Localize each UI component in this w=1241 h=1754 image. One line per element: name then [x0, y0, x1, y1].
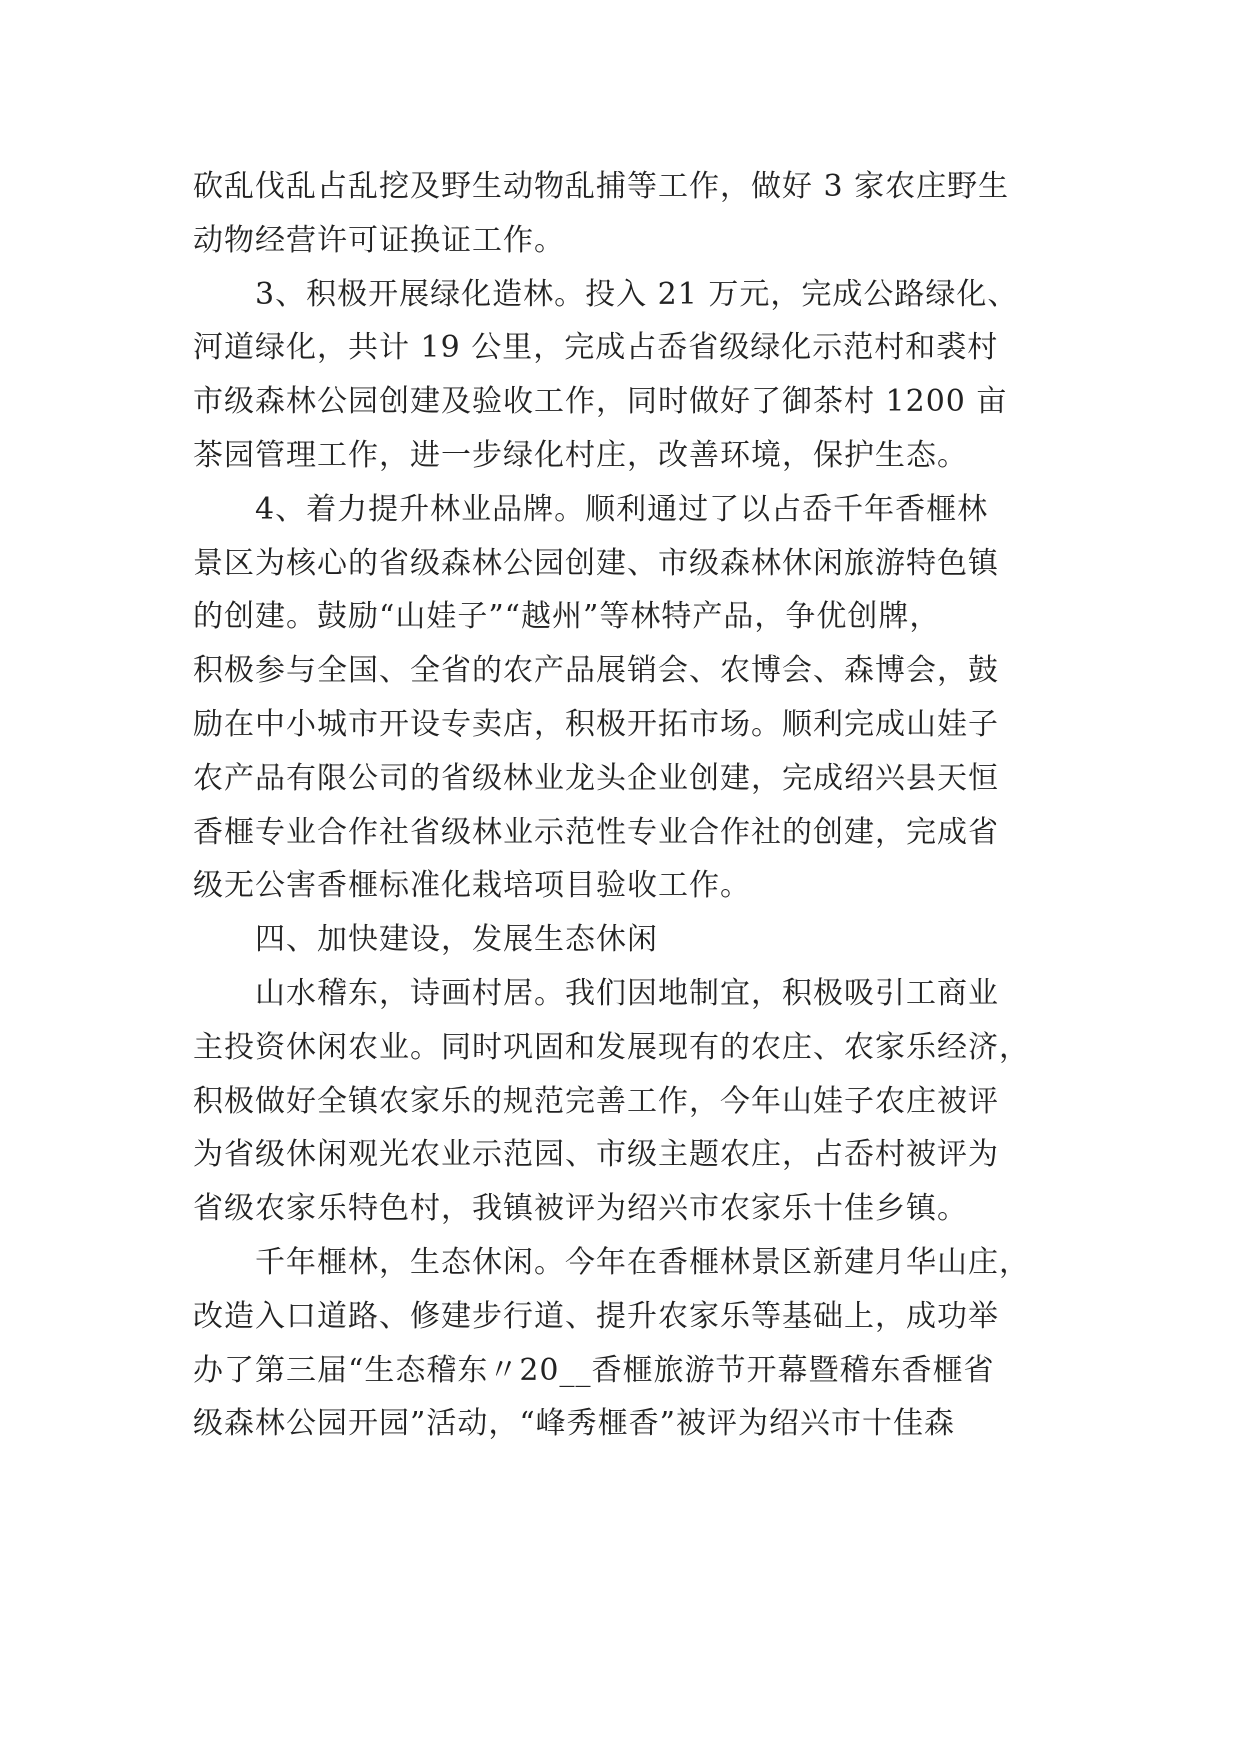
text-line-20: 省级农家乐特色村，我镇被评为绍兴市农家乐十佳乡镇。 [193, 1191, 968, 1227]
text-line-8: 景区为核心的省级森林公园创建、市级森林休闲旅游特色镇 [193, 545, 999, 581]
text-line-2: 动物经营许可证换证工作。 [193, 222, 565, 258]
text-line-3: 3、积极开展绿化造林。投入 21 万元，完成公路绿化、 [193, 276, 1019, 312]
text-line-24: 级森林公园开园”活动，“峰秀榧香”被评为绍兴市十佳森 [193, 1406, 956, 1442]
text-line-9: 的创建。鼓励“山娃子”“越州”等林特产品，争优创牌， [193, 599, 941, 635]
section-heading: 四、加快建设，发展生态休闲 [193, 922, 658, 958]
text-line-1: 砍乱伐乱占乱挖及野生动物乱捕等工作，做好 3 家农庄野生 [193, 169, 1010, 204]
text-line-5: 市级森林公园创建及验收工作，同时做好了御茶村 1200 亩 [193, 384, 1008, 420]
text-line-18: 积极做好全镇农家乐的规范完善工作，今年山娃子农庄被评 [193, 1083, 999, 1119]
text-line-11: 励在中小城市开设专卖店，积极开拓市场。顺利完成山娃子 [193, 706, 999, 742]
text-line-22: 改造入口道路、修建步行道、提升农家乐等基础上，成功举 [193, 1298, 999, 1334]
text-line-4: 河道绿化，共计 19 公里，完成占岙省级绿化示范村和裘村 [193, 330, 999, 366]
text-line-7: 4、着力提升林业品牌。顺利通过了以占岙千年香榧林 [193, 491, 989, 527]
text-line-13: 香榧专业合作社省级林业示范性专业合作社的创建，完成省 [193, 814, 999, 850]
text-line-12: 农产品有限公司的省级林业龙头企业创建，完成绍兴县天恒 [193, 760, 999, 796]
text-line-23: 办了第三届“生态稽东〃20__香榧旅游节开幕暨稽东香榧省 [193, 1352, 995, 1388]
text-line-6: 茶园管理工作，进一步绿化村庄，改善环境，保护生态。 [193, 437, 968, 473]
text-line-19: 为省级休闲观光农业示范园、市级主题农庄，占岙村被评为 [193, 1137, 999, 1173]
text-line-10: 积极参与全国、全省的农产品展销会、农博会、森博会，鼓 [193, 653, 999, 689]
body-text [193, 160, 1073, 1451]
text-line-21: 千年榧林，生态休闲。今年在香榧林景区新建月华山庄， [193, 1244, 1030, 1280]
text-line-17: 主投资休闲农业。同时巩固和发展现有的农庄、农家乐经济， [193, 1029, 1030, 1065]
text-line-16: 山水稽东，诗画村居。我们因地制宜，积极吸引工商业 [193, 975, 999, 1011]
text-line-14: 级无公害香榧标准化栽培项目验收工作。 [193, 868, 751, 904]
